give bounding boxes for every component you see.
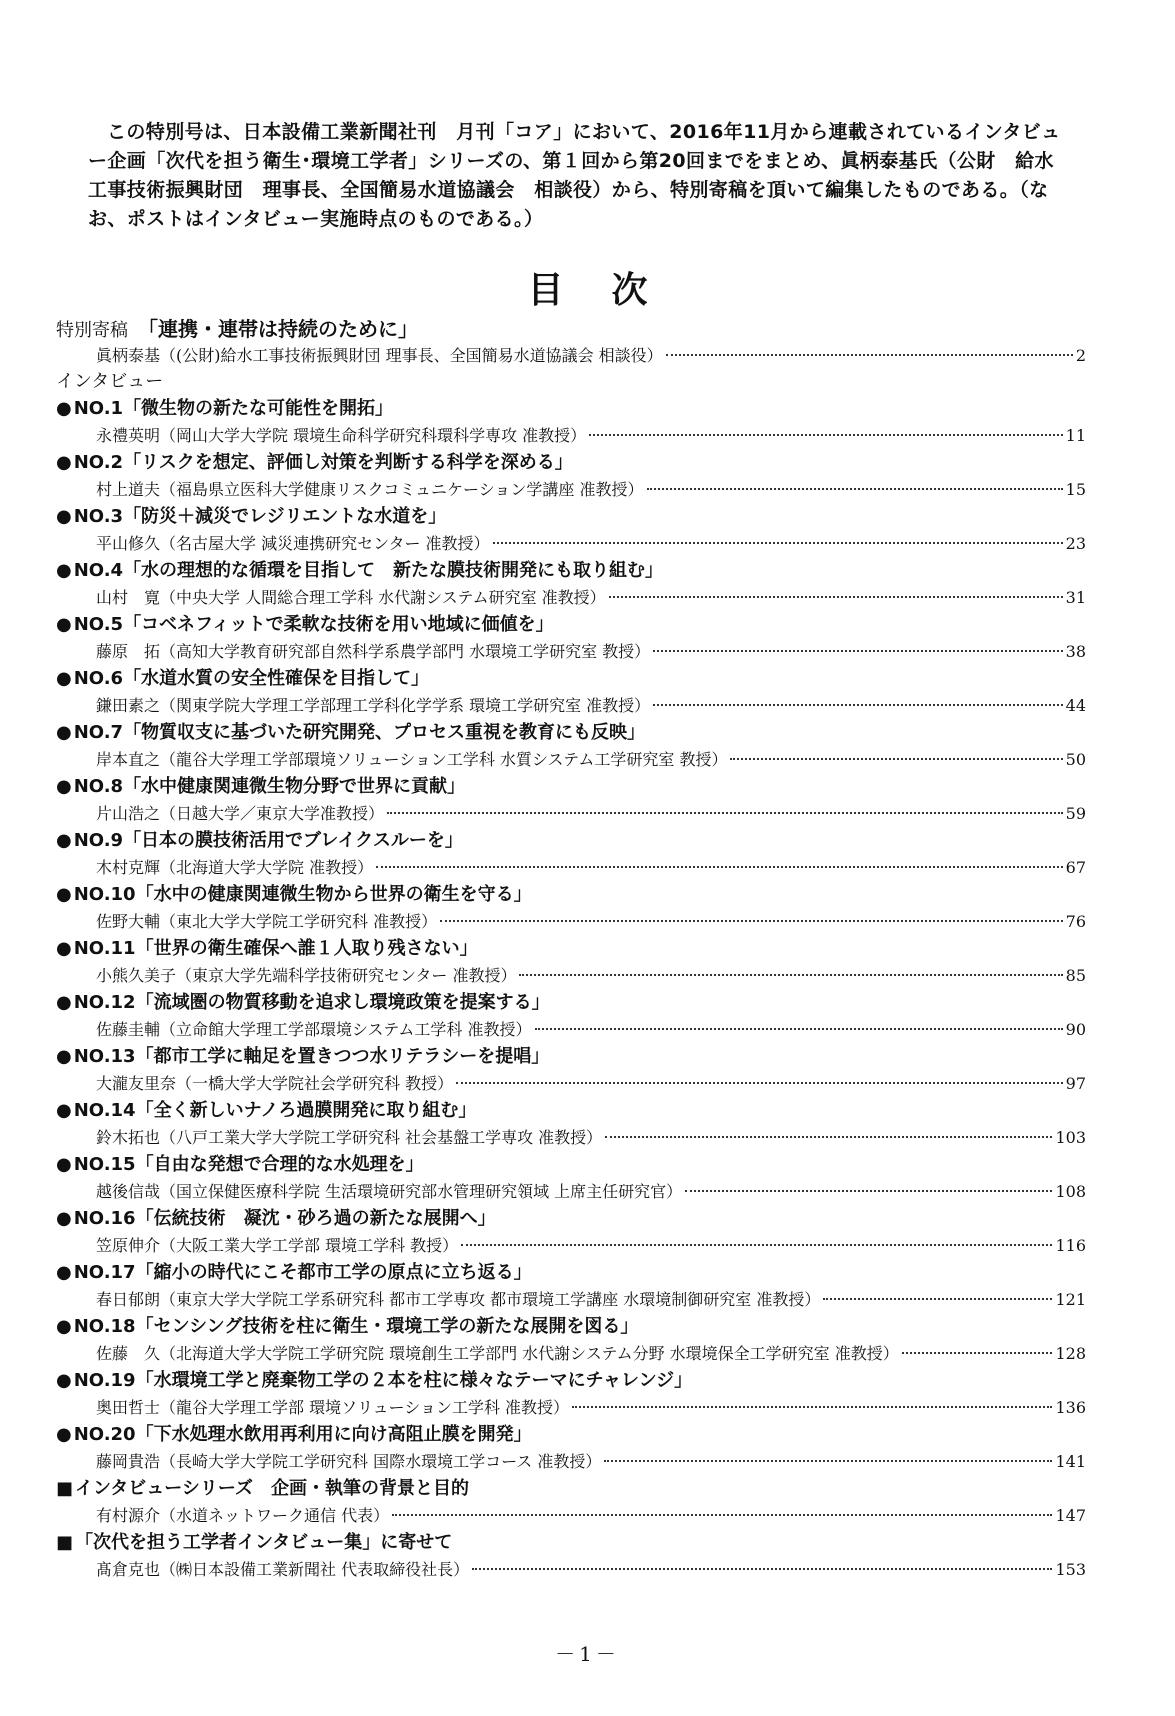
- entry-title-row: [56, 719, 1086, 746]
- entry-number: NO.12: [73, 992, 136, 1013]
- entry-page: 108: [1055, 1182, 1086, 1201]
- entry-title: 「次代を担う工学者インタビュー集」に寄せて: [75, 1532, 453, 1553]
- leader-dots: [647, 487, 1063, 490]
- entry-title: 「都市工学に軸足を置きつつ水リテラシーを提唱」: [135, 1046, 550, 1067]
- entry-author-row: [56, 584, 1086, 611]
- toc-entry: [56, 881, 1086, 935]
- entry-title-row: [56, 1097, 1086, 1124]
- leader-dots: [392, 1513, 1052, 1516]
- entry-author: 髙倉克也（㈱日本設備工業新聞社 代表取締役社長）: [96, 1560, 470, 1579]
- entry-author: 片山浩之（日越大学／東京大学准教授）: [96, 804, 385, 823]
- leader-dots: [456, 1081, 1063, 1084]
- toc-entry: [56, 1529, 1086, 1583]
- entry-number: NO.6: [73, 668, 124, 689]
- entry-title-row: [56, 611, 1086, 638]
- entry-number: NO.9: [73, 830, 124, 851]
- entry-author: 鈴木拓也（八戸工業大学大学院工学研究科 社会基盤工学専攻 准教授）: [96, 1128, 603, 1147]
- entry-title-row: [56, 935, 1086, 962]
- entry-title-row: [56, 881, 1086, 908]
- bullet-icon: ●: [56, 398, 72, 419]
- entry-author: 平山修久（名古屋大学 減災連携研究センター 准教授）: [96, 534, 490, 553]
- entry-author-row: [56, 1340, 1086, 1367]
- entry-number: NO.11: [73, 938, 136, 959]
- bullet-icon: ●: [56, 506, 72, 527]
- leader-dots: [653, 703, 1062, 706]
- bullet-icon: ●: [56, 722, 72, 743]
- entry-number: NO.4: [73, 560, 124, 581]
- entry-title: 「リスクを想定、評価し対策を判断する科学を深める」: [123, 452, 573, 473]
- entry-author-row: [56, 1394, 1086, 1421]
- entry-author: 永禮英明（岡山大学大学院 環境生命科学研究科環科学専攻 准教授）: [96, 426, 587, 445]
- entry-author-row: [56, 1016, 1086, 1043]
- entry-title-row: [56, 1475, 1086, 1502]
- entry-author-row: [56, 1070, 1086, 1097]
- toc-entry: [56, 1475, 1086, 1529]
- bullet-icon: ●: [56, 938, 72, 959]
- entry-author: 村上道夫（福島県立医科大学健康リスクコミュニケーション学講座 准教授）: [96, 480, 644, 499]
- entry-title: 「伝統技術 凝沈・砂ろ過の新たな展開へ」: [135, 1208, 496, 1229]
- entry-author-row: [56, 746, 1086, 773]
- entry-page: 15: [1065, 480, 1086, 499]
- entry-page: 23: [1065, 534, 1086, 553]
- toc-entry: [56, 1043, 1086, 1097]
- entry-author-row: [56, 638, 1086, 665]
- bullet-icon: ●: [56, 776, 72, 797]
- special-author: 眞柄泰基（(公財)給水工事技術振興財団 理事長、全国簡易水道協議会 相談役）: [96, 346, 663, 365]
- bullet-icon: ●: [56, 1154, 72, 1175]
- entry-title-row: [56, 827, 1086, 854]
- special-contribution-heading: [56, 316, 1086, 342]
- special-label: 特別寄稿: [56, 320, 128, 341]
- entry-title-row: [56, 1259, 1086, 1286]
- leader-dots: [823, 1297, 1052, 1300]
- table-of-contents: [56, 316, 1086, 1583]
- entry-author-row: [56, 1124, 1086, 1151]
- special-title: 「連携・連帯は持続のために」: [138, 317, 418, 341]
- entry-page: 136: [1055, 1398, 1086, 1417]
- toc-entry: [56, 611, 1086, 665]
- toc-entry: [56, 1097, 1086, 1151]
- entry-page: 50: [1065, 750, 1086, 769]
- entry-title-row: [56, 1043, 1086, 1070]
- entry-title: 「水の理想的な循環を目指して 新たな膜技術開発にも取り組む」: [123, 560, 664, 581]
- leader-dots: [519, 973, 1062, 976]
- entry-author-row: [56, 1286, 1086, 1313]
- entry-author-row: [56, 800, 1086, 827]
- entry-title-row: [56, 1529, 1086, 1556]
- entry-author: 佐藤圭輔（立命館大学理工学部環境システム工学科 准教授）: [96, 1020, 532, 1039]
- toc-entry: [56, 449, 1086, 503]
- entry-number: NO.17: [73, 1262, 136, 1283]
- toc-entry: [56, 1205, 1086, 1259]
- entry-author-row: [56, 1556, 1086, 1583]
- entry-number: NO.2: [73, 452, 124, 473]
- leader-dots: [440, 919, 1063, 922]
- entry-title: 「世界の衛生確保へ誰１人取り残さない」: [135, 938, 478, 959]
- entry-title-row: [56, 773, 1086, 800]
- entry-title-row: [56, 557, 1086, 584]
- entry-number: NO.1: [73, 398, 124, 419]
- entry-author-row: [56, 854, 1086, 881]
- entry-title: 「縮小の時代にこそ都市工学の原点に立ち返る」: [135, 1262, 532, 1283]
- entry-author: 有村源介（水道ネットワーク通信 代表）: [96, 1506, 390, 1525]
- entry-page: 128: [1055, 1344, 1086, 1363]
- toc-entry: [56, 557, 1086, 611]
- leader-dots: [605, 1135, 1052, 1138]
- toc-entry: [56, 719, 1086, 773]
- entry-number: NO.19: [73, 1370, 136, 1391]
- toc-entry: [56, 773, 1086, 827]
- entry-title-row: [56, 1367, 1086, 1394]
- entry-author-row: [56, 962, 1086, 989]
- toc-entry: [56, 935, 1086, 989]
- toc-entry: [56, 665, 1086, 719]
- bullet-icon: ●: [56, 668, 72, 689]
- entry-number: NO.16: [73, 1208, 136, 1229]
- bullet-icon: ●: [56, 992, 72, 1013]
- toc-entry: [56, 1151, 1086, 1205]
- entry-page: 97: [1065, 1074, 1086, 1093]
- leader-dots: [387, 811, 1063, 814]
- leader-dots: [572, 1405, 1052, 1408]
- entry-title: 「水中健康関連微生物分野で世界に貢献」: [123, 776, 466, 797]
- bullet-icon: ●: [56, 1262, 72, 1283]
- leader-dots: [461, 1243, 1052, 1246]
- bullet-icon: ●: [56, 614, 72, 635]
- bullet-icon: ●: [56, 1046, 72, 1067]
- entry-title: 「物質収支に基づいた研究開発、プロセス重視を教育にも反映」: [123, 722, 646, 743]
- entry-number: NO.7: [73, 722, 124, 743]
- entry-title: 「水環境工学と廃棄物工学の２本を柱に様々なテーマにチャレンジ」: [135, 1370, 693, 1391]
- leader-dots: [472, 1567, 1052, 1570]
- special-page: 2: [1075, 346, 1086, 365]
- entry-title: 「センシング技術を柱に衛生・環境工学の新たな展開を図る」: [135, 1316, 639, 1337]
- entry-number: NO.18: [73, 1316, 136, 1337]
- entry-title-row: [56, 1205, 1086, 1232]
- bullet-icon: ■: [56, 1532, 74, 1553]
- entry-title-row: [56, 395, 1086, 422]
- entry-number: NO.20: [73, 1424, 136, 1445]
- entry-author: 小熊久美子（東京大学先端科学技術研究センター 准教授）: [96, 966, 517, 985]
- entry-title: 「下水処理水飲用再利用に向け高阻止膜を開発」: [135, 1424, 532, 1445]
- entry-page: 121: [1055, 1290, 1086, 1309]
- entry-number: NO.3: [73, 506, 124, 527]
- leader-dots: [902, 1351, 1053, 1354]
- entry-title: 「全く新しいナノろ過膜開発に取り組む」: [135, 1100, 477, 1121]
- bullet-icon: ●: [56, 1370, 72, 1391]
- intro-paragraph: この特別号は、日本設備工業新聞社刊 月刊「コア」において、2016年11月から連載されているインタビュー企画「次代を担う衛生･環境工学者」シリーズの、第１回から第20回までをまとめ、眞柄泰基氏（公財 給水工事技術振興財団 理事長、全国簡易水道協議会 相談役）から、特別寄稿を頂いて編集したものである。（なお、ポストはインタビュー実施時点のものである。）: [88, 121, 1061, 230]
- entry-title: 「防災＋減災でレジリエントな水道を」: [123, 506, 447, 527]
- entry-page: 76: [1065, 912, 1086, 931]
- bullet-icon: ●: [56, 1424, 72, 1445]
- entry-page: 31: [1065, 588, 1086, 607]
- entry-page: 44: [1065, 696, 1086, 715]
- entry-author-row: [56, 692, 1086, 719]
- entry-author-row: [56, 530, 1086, 557]
- entry-author: 藤原 拓（高知大学教育研究部自然科学系農学部門 水環境工学研究室 教授）: [96, 642, 651, 661]
- entry-title-row: [56, 449, 1086, 476]
- leader-dots: [493, 541, 1063, 544]
- leader-dots: [685, 1189, 1052, 1192]
- entry-list: [56, 395, 1086, 1583]
- bullet-icon: ●: [56, 1208, 72, 1229]
- bullet-icon: ●: [56, 830, 72, 851]
- entry-title: 「水道水質の安全性確保を目指して」: [123, 668, 430, 689]
- bullet-icon: ●: [56, 452, 72, 473]
- entry-author: 鎌田素之（関東学院大学理工学部理工学科化学学系 環境工学研究室 准教授）: [96, 696, 651, 715]
- entry-title-row: [56, 1421, 1086, 1448]
- bullet-icon: ■: [56, 1478, 74, 1499]
- entry-author-row: [56, 1178, 1086, 1205]
- bullet-icon: ●: [56, 1100, 72, 1121]
- leader-dots: [666, 353, 1073, 356]
- entry-title: 「日本の膜技術活用でブレイクスルーを」: [123, 830, 463, 851]
- entry-page: 67: [1065, 858, 1086, 877]
- entry-author: 大瀧友里奈（一橋大学大学院社会学研究科 教授）: [96, 1074, 454, 1093]
- toc-entry: [56, 503, 1086, 557]
- leader-dots: [589, 433, 1062, 436]
- entry-title: 「流域圏の物質移動を追求し環境政策を提案する」: [135, 992, 550, 1013]
- entry-page: 11: [1065, 426, 1086, 445]
- entry-author: 佐藤 久（北海道大学大学院工学研究院 環境創生工学部門 水代謝システム分野 水環境保全工学研究室 准教授）: [96, 1344, 899, 1363]
- entry-title-row: [56, 1151, 1086, 1178]
- entry-author: 笠原伸介（大阪工業大学工学部 環境工学科 教授）: [96, 1236, 459, 1255]
- entry-number: NO.8: [73, 776, 124, 797]
- toc-entry: [56, 395, 1086, 449]
- entry-title-row: [56, 665, 1086, 692]
- toc-entry: [56, 1421, 1086, 1475]
- leader-dots: [376, 865, 1063, 868]
- entry-author: 木村克輝（北海道大学大学院 准教授）: [96, 858, 374, 877]
- entry-title: 「コベネフィットで柔軟な技術を用い地域に価値を」: [123, 614, 554, 635]
- toc-entry: [56, 1367, 1086, 1421]
- toc-title: 目次: [527, 270, 696, 311]
- entry-author-row: [56, 908, 1086, 935]
- entry-number: NO.10: [73, 884, 136, 905]
- toc-entry: [56, 1259, 1086, 1313]
- entry-author: 越後信哉（国立保健医療科学院 生活環境研究部水管理研究領域 上席主任研究官）: [96, 1182, 683, 1201]
- entry-title: 「自由な発想で合理的な水処理を」: [135, 1154, 424, 1175]
- entry-title-row: [56, 989, 1086, 1016]
- entry-author-row: [56, 1232, 1086, 1259]
- leader-dots: [730, 757, 1062, 760]
- entry-page: 153: [1055, 1560, 1086, 1579]
- entry-title-row: [56, 1313, 1086, 1340]
- toc-entry: [56, 989, 1086, 1043]
- entry-author: 藤岡貴浩（長崎大学大学院工学研究科 国際水環境工学コース 准教授）: [96, 1452, 602, 1471]
- entry-author-row: [56, 476, 1086, 503]
- entry-number: NO.14: [73, 1100, 136, 1121]
- entry-page: 147: [1055, 1506, 1086, 1525]
- entry-page: 116: [1055, 1236, 1086, 1255]
- entry-page: 85: [1065, 966, 1086, 985]
- entry-page: 103: [1055, 1128, 1086, 1147]
- bullet-icon: ●: [56, 1316, 72, 1337]
- entry-author: 奥田哲士（龍谷大学理工学部 環境ソリューション工学科 准教授）: [96, 1398, 570, 1417]
- leader-dots: [604, 1459, 1052, 1462]
- entry-author: 佐野大輔（東北大学大学院工学研究科 准教授）: [96, 912, 438, 931]
- entry-number: NO.13: [73, 1046, 136, 1067]
- toc-entry: [56, 827, 1086, 881]
- entry-title: 「水中の健康関連微生物から世界の衛生を守る」: [135, 884, 532, 905]
- entry-author-row: [56, 422, 1086, 449]
- entry-page: 90: [1065, 1020, 1086, 1039]
- entry-author-row: [56, 1448, 1086, 1475]
- entry-author: 岸本直之（龍谷大学理工学部環境ソリューション工学科 水質システム工学研究室 教授）: [96, 750, 728, 769]
- leader-dots: [609, 595, 1063, 598]
- special-author-row: [56, 342, 1086, 369]
- entry-author: 山村 寛（中央大学 人間総合理工学科 水代謝システム研究室 准教授）: [96, 588, 606, 607]
- interview-heading: インタビュー: [56, 371, 164, 392]
- page-number: －1－: [555, 1642, 620, 1666]
- entry-number: NO.15: [73, 1154, 136, 1175]
- entry-page: 141: [1055, 1452, 1086, 1471]
- entry-number: NO.5: [73, 614, 124, 635]
- entry-title: インタビューシリーズ 企画・執筆の背景と目的: [75, 1478, 470, 1499]
- entry-title-row: [56, 503, 1086, 530]
- bullet-icon: ●: [56, 560, 72, 581]
- bullet-icon: ●: [56, 884, 72, 905]
- leader-dots: [653, 649, 1062, 652]
- entry-author: 春日郁朗（東京大学大学院工学系研究科 都市工学専攻 都市環境工学講座 水環境制御研究室 准教授）: [96, 1290, 821, 1309]
- leader-dots: [535, 1027, 1063, 1030]
- entry-title: 「微生物の新たな可能性を開拓」: [123, 398, 394, 419]
- toc-entry: [56, 1313, 1086, 1367]
- entry-author-row: [56, 1502, 1086, 1529]
- entry-page: 38: [1065, 642, 1086, 661]
- entry-page: 59: [1065, 804, 1086, 823]
